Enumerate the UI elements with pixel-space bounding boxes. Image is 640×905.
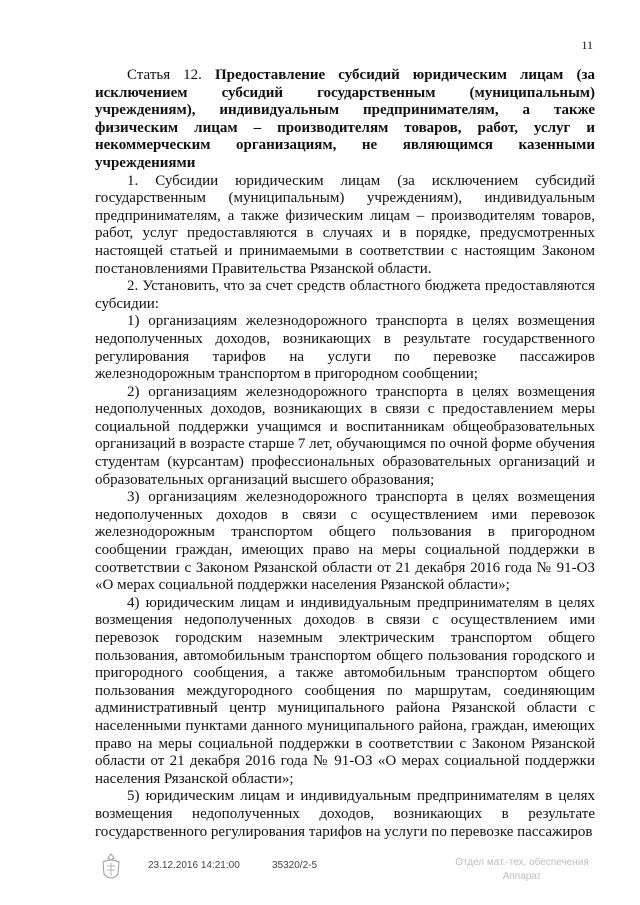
page-footer	[0, 858, 640, 898]
list-item: 3) организациям железнодорожного транспорта в целях возмещения недополученных доходов в связи с осуществлением ими перевозок железнодорожным транспортом общего пользования в пригородном сообщении граждан, имеющих право на меры социальной поддержки в соответствии с Законом Рязанской области от 21 декабря 2016 года № 91-ОЗ «О мерах социальной поддержки населения Рязанской области»;	[95, 489, 595, 594]
article-heading	[95, 67, 595, 173]
list-item: 1) организациям железнодорожного транспорта в целях возмещения недополученных доходов, возникающих в результате государственного регулирования тарифов на услуги по перевозке пассажиров железнодорожным транспортом в пригородном сообщении;	[95, 313, 595, 383]
stamp-line: Отдел мат.-тех. обеспечения	[455, 857, 589, 868]
document-code: 35320/2-5	[272, 860, 318, 871]
stamp-line: Аппарат	[502, 871, 542, 882]
list-item: 2) организациям железнодорожного транспорта в целях возмещения недополученных доходов, возникающих в связи с предоставлением меры социальной поддержки учащимся и воспитанникам общеобразовательных организаций в возрасте старше 7 лет, обучающимся по очной форме обучения студентам (курсантам) профессиональных образовательных организаций и образовательных организаций высшего образования;	[95, 383, 595, 488]
list-item: 4) юридическим лицам и индивидуальным предпринимателям в целях возмещения недополученных доходов в связи с осуществлением ими перевозок городским наземным электрическим транспортом общего пользования, автомобильным транспортом общего пользования городского и пригородного сообщения, а также автомобильным транспортом общего пользования междугородного сообщения по маршрутам, соединяющим административный центр муниципального района Рязанской области с населенными пунктами данного муниципального района, граждан, имеющих право на меры социальной поддержки в соответствии с Законом Рязанской области от 21 декабря 2016 года № 91-ОЗ «О мерах социальной поддержки населения Рязанской области»;	[95, 594, 595, 787]
paragraph: 1. Субсидии юридическим лицам (за исключением субсидий государственным (муниципальным) учреждениям), индивидуальным предпринимателям, а также физическим лицам – производителям товаров, работ, услуг предоставляются в случаях и в порядке, предусмотренных настоящей статьей и принимаемыми в соответствии с настоящим Законом постановлениями Правительства Рязанской области.	[95, 172, 595, 277]
article-title: Предоставление субсидий юридическим лицам (за исключением субсидий государственным (муниципальным) учреждениям), индивидуальным предпринимателям, а также физическим лицам – производителям товаров, работ, услуг и некоммерческим организациям, не являющимся казенными учреждениями	[95, 67, 595, 171]
document-body	[95, 67, 595, 841]
coat-of-arms-icon	[96, 852, 126, 884]
page-number: 11	[581, 38, 593, 52]
print-timestamp: 23.12.2016 14:21:00	[148, 860, 240, 871]
list-item: 5) юридическим лицам и индивидуальным предпринимателям в целях возмещения недополученных доходов, возникающих в результате государственного регулирования тарифов на услуги по перевозке пассажиров	[95, 788, 595, 840]
paragraph: 2. Установить, что за счет средств областного бюджета предоставляются субсидии:	[95, 278, 595, 312]
article-prefix: Статья 12.	[127, 67, 202, 83]
office-stamp	[452, 856, 592, 884]
